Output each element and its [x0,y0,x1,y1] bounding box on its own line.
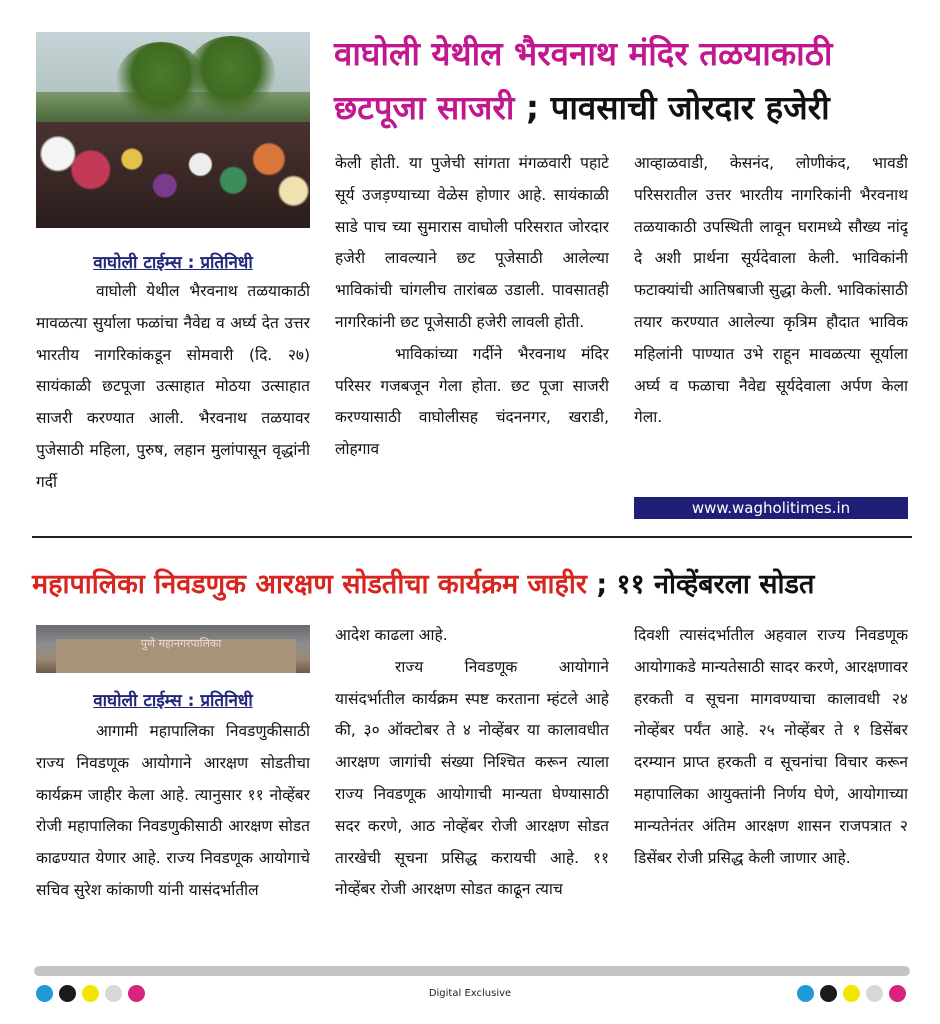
article1-paragraph: भाविकांच्या गर्दीने भैरवनाथ मंदिर परिसर गजबजून गेला होता. छट पूजा साजरी करण्यासाठी वाघोलीसह चंदननगर, खराडी, लोहगाव [335,344,609,459]
devotees-crowd [36,122,310,228]
footer-label: Digital Exclusive [428,988,512,999]
article1-reporter: वाघोली टाईम्स : प्रतिनिधी [93,253,253,273]
article2-headline [32,562,912,608]
registration-marks-left [36,985,145,1003]
registration-dot-icon [866,985,883,1002]
article2-paragraph: आगामी महापालिका निवडणुकीसाठी राज्य निवडणूक आयोगाने आरक्षण सोडतीचा कार्यक्रम जाहीर केला आहे. त्यानुसार ११ नोव्हेंबर रोजी महापालिका निवडणुकीसाठी आरक्षण सोडत काढण्यात येणार आहे. राज्य निवडणूक आयोगाचे सचिव सुरेश कांकाणी यांनी यासंदर्भातील [36,722,310,899]
article1-paragraph: वाघोली येथील भैरवनाथ तळयाकाठी मावळत्या सुर्याला फळांचा नैवेद्य व अर्घ्य देत उत्तर भारतीय नागरिकांकडून सोमवारी (दि. २७) सायंकाळी छटपूजा उत्साहात मोठया उत्साहात साजरी करण्यात आली. भैरवनाथ तळयावर पुजेसाठी महिला, पुरुष, लहान मुलांपासून वृद्धांनी गर्दी [36,282,310,491]
article1-column-1 [36,276,310,532]
registration-marks-right [797,985,906,1003]
article2-column-3 [634,620,908,960]
palm-tree [186,36,276,116]
website-link[interactable]: www.wagholitimes.in [634,497,908,519]
registration-dot-icon [128,985,145,1002]
registration-dot-icon [59,985,76,1002]
article1-paragraph: आव्हाळवाडी, केसनंद, लोणीकंद, भावडी परिसरातील उत्तर भारतीय नागरिकांनी भैरवनाथ तळयाकाठी उपस्थिती लावून घरामध्ये सौख्य नांदू दे अशी प्रार्थना सूर्यदेवाला केली. भाविकांनी फटाक्यांची आतिषबाजी सुद्धा केली. भाविकांसाठी तयार करण्यात आलेल्या कृत्रिम हौदात भाविक महिलांनी पाण्यात उभे राहून मावळत्या सूर्याला अर्घ्य व फळाचा नैवेद्य सूर्यदेवाला अर्पण केला गेला. [634,154,908,427]
article2-column-1 [36,716,310,960]
registration-dot-icon [797,985,814,1002]
article2-reporter: वाघोली टाईम्स : प्रतिनिधी [93,691,253,711]
registration-dot-icon [105,985,122,1002]
article1-headline-line1: वाघोली येथील भैरवनाथ मंदिर तळयाकाठी [334,34,833,73]
registration-dot-icon [36,985,53,1002]
registration-dot-icon [82,985,99,1002]
footer-bar [34,966,910,976]
article2-paragraph: राज्य निवडणूक आयोगाने यासंदर्भातील कार्यक्रम स्पष्ट करताना म्हंटले आहे की, ३० ऑक्टोबर ते ४ नोव्हेंबर या कालावधीत आरक्षण जागांची संख्या निश्चित करून त्याला राज्य निवडणूक आयोगाची मान्यता घेण्यासाठी सदर करणे, आठ नोव्हेंबर रोजी आरक्षण सोडत तारखेची सूचना प्रसिद्ध करायची आहे. ११ नोव्हेंबर रोजी आरक्षण सोडत काढून त्याच [335,657,609,899]
registration-dot-icon [843,985,860,1002]
article1-column-3 [634,148,908,496]
article2-paragraph: दिवशी त्यासंदर्भातील अहवाल राज्य निवडणूक आयोगाकडे मान्यतेसाठी सादर करणे, आरक्षणावर हरकती व सूचना मागवण्याचा कालावधी २४ नोव्हेंबर पर्यंत आहे. २५ नोव्हेंबर ते १ डिसेंबर दरम्यान प्राप्त हरकती व सूचनांचा विचार करून महापालिका आयुक्तांनी निर्णय घेणे, आयोगाच्या मान्यतेनंतर अंतिम आरक्षण शासन राजपत्रात २ डिसेंबर रोजी प्रसिद्ध केली जाणार आहे. [634,626,908,867]
article2-column-2 [335,620,609,960]
article2-paragraph: आदेश काढला आहे. [335,626,448,644]
building-sign: पुणे महानगरपालिका [140,637,222,650]
municipal-building-photo [36,625,310,673]
registration-dot-icon [889,985,906,1002]
article1-column-2 [335,148,609,532]
article1-headline-rest: ; पावसाची जोरदार हजेरी [514,88,830,127]
article1-headline-line2 [334,82,914,134]
article1-paragraph: केली होती. या पुजेची सांगता मंगळवारी पहाटे सूर्य उजड़ण्याच्या वेळेस होणार आहे. सायंकाळी साडे पाच च्या सुमारास वाघोली परिसरात जोरदार हजेरी लावल्याने छट पूजेसाठी आलेल्या भाविकांची चांगलीच तारांबळ उडाली. पावसातही नागरिकांनी छट पूजेसाठी हजेरी लावली होती. [335,154,609,331]
registration-dot-icon [820,985,837,1002]
chhath-puja-photo [36,32,310,228]
article1-headline-highlight: छटपूजा साजरी [334,88,515,127]
article2-headline-rest: ; ११ नोव्हेंबरला सोडत [586,569,815,600]
article-separator [32,536,912,538]
article2-headline-highlight: महापालिका निवडणुक आरक्षण सोडतीचा कार्यक्रम जाहीर [32,569,587,600]
